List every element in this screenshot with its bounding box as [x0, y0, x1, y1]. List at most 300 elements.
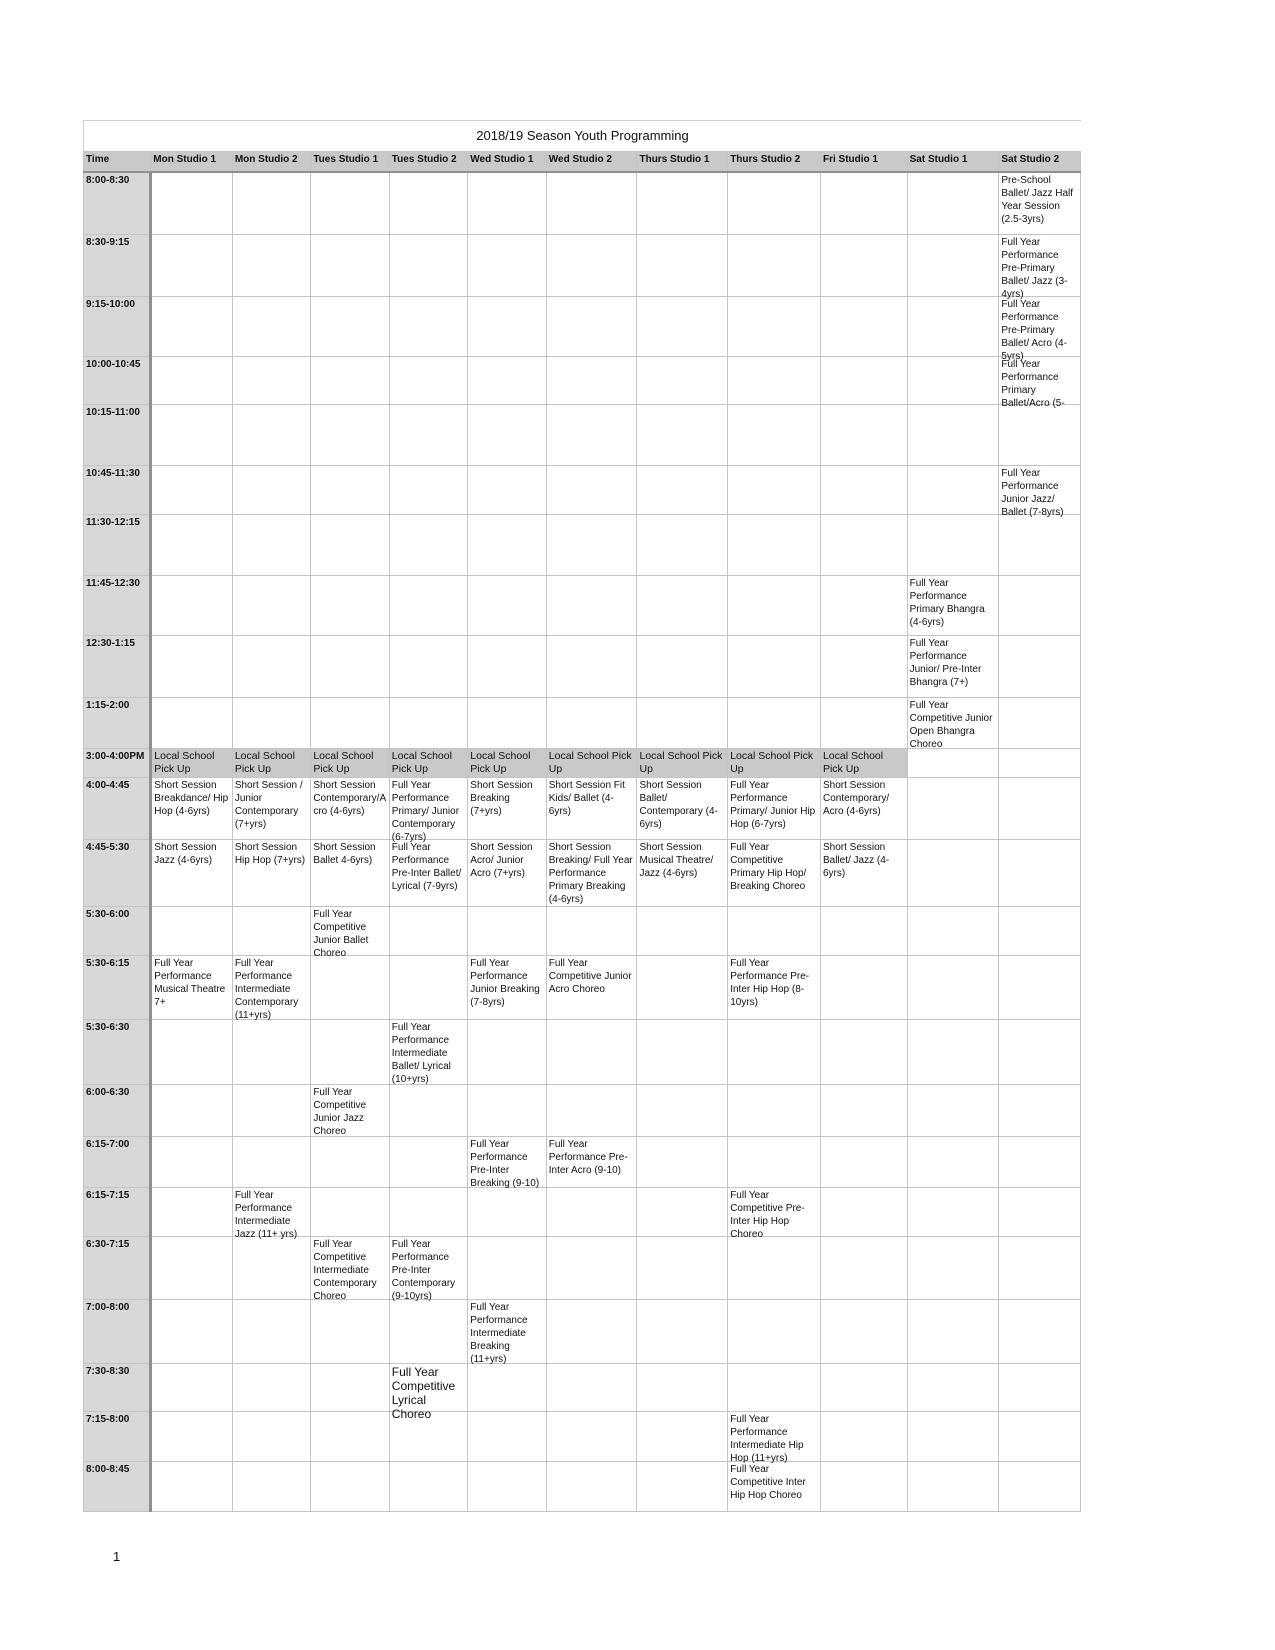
empty-cell	[311, 1019, 389, 1084]
class-label: Short Session Breaking/ Full Year Performance Primary Breaking (4-6yrs)	[548, 841, 633, 905]
class-label: Full Year Performance Pre-Inter Breaking (9-10)	[470, 1138, 540, 1189]
class-cell	[820, 777, 907, 839]
empty-cell	[468, 1461, 546, 1511]
class-label: Full Year Performance Musical Theatre 7+	[154, 957, 226, 1008]
empty-cell	[389, 514, 467, 575]
empty-cell	[820, 404, 907, 465]
class-cell	[907, 697, 999, 748]
class-cell	[728, 1411, 821, 1464]
empty-cell	[389, 172, 467, 234]
class-label: Full Year Performance Intermediate Breaking (11+yrs)	[470, 1301, 528, 1365]
empty-cell	[232, 1136, 310, 1187]
empty-cell	[151, 1411, 233, 1461]
empty-cell	[907, 1084, 999, 1136]
class-label: Short Session Ballet/ Jazz (4-6yrs)	[822, 841, 890, 879]
empty-cell	[999, 1461, 1081, 1511]
class-label: Full Year Competitive Intermediate Contemporary Choreo	[313, 1238, 377, 1302]
empty-cell	[728, 1084, 821, 1136]
class-cell	[311, 906, 389, 959]
class-label: Full Year Performance Junior/ Pre-Inter Bhangra (7+)	[909, 637, 982, 688]
class-cell	[389, 748, 467, 777]
schedule-row	[84, 1411, 1081, 1461]
time-slot: 6:15-7:15	[84, 1187, 151, 1236]
schedule-row	[84, 1236, 1081, 1299]
column-header-10: Sat Studio 1	[907, 152, 999, 173]
empty-cell	[468, 1084, 546, 1136]
class-cell	[468, 839, 546, 906]
class-label: Full Year Competitive Lyrical Choreo	[391, 1364, 456, 1421]
class-label: Full Year Performance Primary/ Junior Contemporary (6-7yrs)	[391, 779, 460, 843]
empty-cell	[232, 234, 310, 296]
empty-cell	[151, 296, 233, 356]
empty-cell	[546, 1187, 637, 1236]
empty-cell	[820, 1136, 907, 1187]
empty-cell	[637, 635, 728, 697]
empty-cell	[232, 906, 310, 955]
empty-cell	[151, 697, 233, 748]
empty-cell	[546, 575, 637, 635]
class-cell	[151, 777, 233, 839]
class-cell	[151, 839, 233, 906]
empty-cell	[907, 839, 999, 906]
class-label: Short Session Jazz (4-6yrs)	[154, 841, 217, 866]
empty-cell	[232, 1019, 310, 1084]
class-label: Full Year Performance Pre-Primary Ballet/ Jazz (3-4yrs)	[1001, 236, 1068, 300]
empty-cell	[232, 697, 310, 748]
empty-cell	[999, 777, 1081, 839]
class-cell	[728, 839, 821, 906]
time-slot: 7:30-8:30	[84, 1363, 151, 1411]
empty-cell	[389, 1084, 467, 1136]
empty-cell	[728, 1299, 821, 1363]
empty-cell	[468, 575, 546, 635]
schedule-row	[84, 296, 1081, 356]
class-label: Local School Pick Up	[154, 749, 215, 775]
time-slot: 11:45-12:30	[84, 575, 151, 635]
class-label: Full Year Competitive Junior Ballet Choreo	[313, 908, 369, 959]
header-row	[84, 152, 1081, 173]
class-cell	[311, 748, 389, 777]
empty-cell	[311, 635, 389, 697]
empty-cell	[151, 1187, 233, 1236]
empty-cell	[546, 465, 637, 514]
empty-cell	[389, 906, 467, 955]
class-label: Local School Pick Up	[234, 749, 295, 775]
empty-cell	[468, 1187, 546, 1236]
empty-cell	[546, 1299, 637, 1363]
empty-cell	[546, 172, 637, 234]
schedule-table	[83, 151, 1081, 1512]
empty-cell	[637, 1461, 728, 1511]
empty-cell	[820, 1299, 907, 1363]
empty-cell	[311, 955, 389, 1019]
empty-cell	[999, 575, 1081, 635]
class-cell	[389, 777, 467, 843]
empty-cell	[907, 1461, 999, 1511]
class-cell	[728, 1461, 821, 1511]
class-cell	[311, 839, 389, 906]
empty-cell	[820, 296, 907, 356]
empty-cell	[728, 1136, 821, 1187]
empty-cell	[311, 404, 389, 465]
empty-cell	[907, 777, 999, 839]
schedule-body	[84, 172, 1081, 1511]
schedule-row	[84, 1299, 1081, 1363]
empty-cell	[311, 1299, 389, 1363]
class-label: Short Session Contemporary/ Acro (4-6yrs)	[822, 779, 890, 817]
empty-cell	[820, 1187, 907, 1236]
schedule-row	[84, 1187, 1081, 1236]
schedule-row	[84, 172, 1081, 234]
empty-cell	[389, 465, 467, 514]
schedule-row	[84, 1363, 1081, 1411]
empty-cell	[907, 404, 999, 465]
schedule-row	[84, 839, 1081, 906]
empty-cell	[546, 234, 637, 296]
schedule-row	[84, 906, 1081, 955]
empty-cell	[999, 1019, 1081, 1084]
empty-cell	[311, 296, 389, 356]
empty-cell	[999, 906, 1081, 955]
class-cell	[637, 839, 728, 906]
empty-cell	[907, 748, 999, 777]
class-label: Short Session Musical Theatre/ Jazz (4-6yrs)	[639, 841, 714, 879]
empty-cell	[546, 1084, 637, 1136]
column-header-7: Thurs Studio 1	[637, 152, 728, 173]
empty-cell	[546, 1363, 637, 1411]
empty-cell	[637, 1363, 728, 1411]
time-slot: 8:00-8:45	[84, 1461, 151, 1511]
empty-cell	[999, 839, 1081, 906]
empty-cell	[999, 1411, 1081, 1461]
class-cell	[389, 1019, 467, 1084]
empty-cell	[907, 234, 999, 296]
empty-cell	[907, 1411, 999, 1461]
time-slot: 12:30-1:15	[84, 635, 151, 697]
empty-cell	[389, 635, 467, 697]
empty-cell	[999, 697, 1081, 748]
empty-cell	[820, 1084, 907, 1136]
class-cell	[637, 777, 728, 839]
class-cell	[999, 296, 1081, 362]
empty-cell	[637, 1411, 728, 1461]
time-slot: 1:15-2:00	[84, 697, 151, 748]
empty-cell	[907, 1363, 999, 1411]
schedule-sheet	[83, 120, 1081, 1512]
class-cell	[468, 1299, 546, 1363]
class-label: Short Session Fit Kids/ Ballet (4-6yrs)	[548, 779, 625, 817]
empty-cell	[468, 356, 546, 404]
column-header-1: Mon Studio 1	[151, 152, 233, 173]
empty-cell	[232, 172, 310, 234]
empty-cell	[820, 635, 907, 697]
empty-cell	[637, 906, 728, 955]
class-cell	[389, 1236, 467, 1302]
class-cell	[999, 465, 1081, 518]
class-label: Pre-School Ballet/ Jazz Half Year Session (2.5-3yrs)	[1001, 175, 1074, 225]
column-header-9: Fri Studio 1	[820, 152, 907, 173]
class-label: Full Year Performance Primary/ Junior Hip Hop (6-7yrs)	[730, 779, 816, 830]
empty-cell	[728, 906, 821, 955]
empty-cell	[999, 748, 1081, 777]
class-label: Full Year Performance Pre-Primary Ballet/ Acro (4-5yrs)	[1001, 298, 1067, 362]
class-label: Full Year Competitive Inter Hip Hop Choreo	[730, 1463, 806, 1501]
empty-cell	[151, 575, 233, 635]
empty-cell	[232, 635, 310, 697]
class-label: Full Year Performance Pre-Inter Ballet/ Lyrical (7-9yrs)	[391, 841, 462, 892]
empty-cell	[546, 635, 637, 697]
empty-cell	[999, 1136, 1081, 1187]
empty-cell	[468, 635, 546, 697]
class-label: Local School Pick Up	[391, 749, 452, 775]
class-label: Full Year Competitive Junior Acro Choreo	[548, 957, 632, 995]
empty-cell	[999, 514, 1081, 575]
empty-cell	[637, 404, 728, 465]
class-cell	[389, 839, 467, 906]
schedule-row	[84, 1084, 1081, 1136]
time-slot: 9:15-10:00	[84, 296, 151, 356]
empty-cell	[999, 404, 1081, 465]
empty-cell	[907, 1019, 999, 1084]
time-slot: 10:00-10:45	[84, 356, 151, 404]
schedule-row	[84, 697, 1081, 748]
class-cell	[820, 839, 907, 906]
empty-cell	[820, 1411, 907, 1461]
empty-cell	[151, 1136, 233, 1187]
empty-cell	[637, 955, 728, 1019]
class-label: Short Session Ballet/ Contemporary (4-6yrs)	[639, 779, 718, 830]
empty-cell	[820, 1019, 907, 1084]
empty-cell	[999, 955, 1081, 1019]
empty-cell	[151, 1461, 233, 1511]
empty-cell	[907, 1136, 999, 1187]
class-label: Short Session Ballet 4-6yrs)	[313, 841, 376, 866]
empty-cell	[389, 234, 467, 296]
empty-cell	[637, 234, 728, 296]
class-label: Full Year Performance Junior Jazz/ Ballet (7-8yrs)	[1001, 467, 1064, 518]
class-cell	[311, 777, 389, 839]
empty-cell	[311, 514, 389, 575]
schedule-row	[84, 1136, 1081, 1187]
empty-cell	[151, 356, 233, 404]
page-number: 1	[113, 1549, 121, 1564]
empty-cell	[637, 1187, 728, 1236]
class-cell	[999, 356, 1081, 409]
empty-cell	[637, 1236, 728, 1299]
empty-cell	[389, 404, 467, 465]
class-cell	[907, 635, 999, 697]
schedule-row	[84, 748, 1081, 777]
class-cell	[728, 748, 821, 777]
time-slot: 5:30-6:30	[84, 1019, 151, 1084]
class-label: Full Year Performance Pre-Inter Hip Hop (8-10yrs)	[730, 957, 810, 1008]
empty-cell	[232, 1299, 310, 1363]
class-cell	[546, 839, 637, 906]
empty-cell	[907, 906, 999, 955]
empty-cell	[820, 356, 907, 404]
empty-cell	[820, 1236, 907, 1299]
empty-cell	[468, 1411, 546, 1461]
empty-cell	[546, 1411, 637, 1461]
empty-cell	[389, 1299, 467, 1363]
column-header-4: Tues Studio 2	[389, 152, 467, 173]
empty-cell	[999, 1299, 1081, 1363]
empty-cell	[546, 1236, 637, 1299]
class-cell	[151, 748, 233, 777]
column-header-11: Sat Studio 2	[999, 152, 1081, 173]
empty-cell	[820, 906, 907, 955]
empty-cell	[232, 356, 310, 404]
empty-cell	[728, 575, 821, 635]
empty-cell	[546, 906, 637, 955]
empty-cell	[637, 172, 728, 234]
class-cell	[232, 748, 310, 777]
empty-cell	[728, 296, 821, 356]
class-cell	[546, 777, 637, 839]
empty-cell	[820, 575, 907, 635]
class-cell	[999, 172, 1081, 234]
schedule-row	[84, 777, 1081, 839]
empty-cell	[311, 1411, 389, 1461]
empty-cell	[151, 1299, 233, 1363]
time-slot: 6:15-7:00	[84, 1136, 151, 1187]
schedule-row	[84, 465, 1081, 514]
empty-cell	[468, 1236, 546, 1299]
class-label: Local School Pick Up	[639, 749, 723, 775]
empty-cell	[311, 1136, 389, 1187]
class-label: Local School Pick Up	[730, 749, 814, 775]
schedule-row	[84, 635, 1081, 697]
empty-cell	[546, 404, 637, 465]
empty-cell	[728, 1019, 821, 1084]
empty-cell	[311, 234, 389, 296]
class-label: Full Year Performance Pre-Inter Contemporary (9-10yrs)	[391, 1238, 456, 1302]
time-slot: 8:00-8:30	[84, 172, 151, 234]
class-cell	[232, 955, 310, 1019]
empty-cell	[311, 172, 389, 234]
empty-cell	[151, 514, 233, 575]
class-label: Local School Pick Up	[548, 749, 632, 775]
class-label: Local School Pick Up	[822, 749, 884, 775]
class-label: Full Year Competitive Primary Hip Hop/ Breaking Choreo	[730, 841, 807, 892]
class-label: Full Year Performance Pre-Inter Acro (9-10)	[548, 1138, 628, 1176]
empty-cell	[468, 1019, 546, 1084]
empty-cell	[151, 906, 233, 955]
empty-cell	[311, 1187, 389, 1236]
empty-cell	[907, 514, 999, 575]
class-label: Short Session / Junior Contemporary (7+yrs)	[234, 779, 303, 830]
empty-cell	[468, 234, 546, 296]
class-cell	[468, 748, 546, 777]
empty-cell	[389, 1136, 467, 1187]
empty-cell	[468, 1363, 546, 1411]
empty-cell	[546, 1019, 637, 1084]
class-label: Full Year Performance Intermediate Jazz (11+ yrs)	[234, 1189, 298, 1240]
class-label: Local School Pick Up	[313, 749, 374, 775]
class-cell	[546, 748, 637, 777]
class-cell	[637, 748, 728, 777]
empty-cell	[468, 906, 546, 955]
empty-cell	[311, 1461, 389, 1511]
class-label: Full Year Performance Intermediate Contemporary (11+yrs)	[234, 957, 299, 1021]
empty-cell	[546, 697, 637, 748]
class-cell	[820, 748, 907, 777]
empty-cell	[999, 1187, 1081, 1236]
class-label: Short Session Hip Hop (7+yrs)	[234, 841, 306, 866]
empty-cell	[232, 1363, 310, 1411]
schedule-row	[84, 575, 1081, 635]
empty-cell	[820, 465, 907, 514]
empty-cell	[232, 514, 310, 575]
class-label: Full Year Performance Primary Bhangra (4-6yrs)	[909, 577, 985, 628]
time-slot: 4:45-5:30	[84, 839, 151, 906]
empty-cell	[999, 1084, 1081, 1136]
empty-cell	[468, 296, 546, 356]
time-slot: 6:30-7:15	[84, 1236, 151, 1299]
class-label: Full Year Competitive Junior Open Bhangra Choreo	[909, 699, 993, 750]
class-cell	[468, 1136, 546, 1187]
empty-cell	[546, 296, 637, 356]
empty-cell	[311, 697, 389, 748]
empty-cell	[907, 1187, 999, 1236]
class-label: Short Session Acro/ Junior Acro (7+yrs)	[470, 841, 533, 879]
column-header-2: Mon Studio 2	[232, 152, 310, 173]
empty-cell	[728, 1236, 821, 1299]
class-label: Full Year Performance Junior Breaking (7-8yrs)	[470, 957, 540, 1008]
time-slot: 4:00-4:45	[84, 777, 151, 839]
empty-cell	[151, 404, 233, 465]
time-slot: 7:15-8:00	[84, 1411, 151, 1461]
empty-cell	[389, 955, 467, 1019]
column-header-3: Tues Studio 1	[311, 152, 389, 173]
class-cell	[546, 955, 637, 1019]
class-cell	[999, 234, 1081, 300]
empty-cell	[468, 697, 546, 748]
class-label: Full Year Performance Intermediate Ballet/ Lyrical (10+yrs)	[391, 1021, 451, 1085]
schedule-row	[84, 404, 1081, 465]
empty-cell	[637, 356, 728, 404]
empty-cell	[389, 1461, 467, 1511]
empty-cell	[151, 1236, 233, 1299]
empty-cell	[907, 296, 999, 356]
empty-cell	[151, 234, 233, 296]
empty-cell	[820, 955, 907, 1019]
class-cell	[468, 777, 546, 839]
empty-cell	[637, 1136, 728, 1187]
empty-cell	[637, 465, 728, 514]
empty-cell	[820, 172, 907, 234]
empty-cell	[311, 465, 389, 514]
column-header-6: Wed Studio 2	[546, 152, 637, 173]
class-cell	[728, 777, 821, 839]
time-slot: 5:30-6:15	[84, 955, 151, 1019]
empty-cell	[468, 172, 546, 234]
empty-cell	[907, 172, 999, 234]
class-label: Short Session Breaking (7+yrs)	[470, 779, 533, 817]
class-cell	[389, 1363, 467, 1421]
class-cell	[468, 955, 546, 1019]
class-cell	[311, 1236, 389, 1302]
empty-cell	[546, 514, 637, 575]
class-cell	[907, 575, 999, 635]
empty-cell	[389, 296, 467, 356]
empty-cell	[728, 697, 821, 748]
empty-cell	[820, 234, 907, 296]
class-label: Short Session Contemporary/Acro (4-6yrs)	[313, 779, 387, 817]
time-slot: 6:00-6:30	[84, 1084, 151, 1136]
empty-cell	[907, 1236, 999, 1299]
empty-cell	[546, 1461, 637, 1511]
